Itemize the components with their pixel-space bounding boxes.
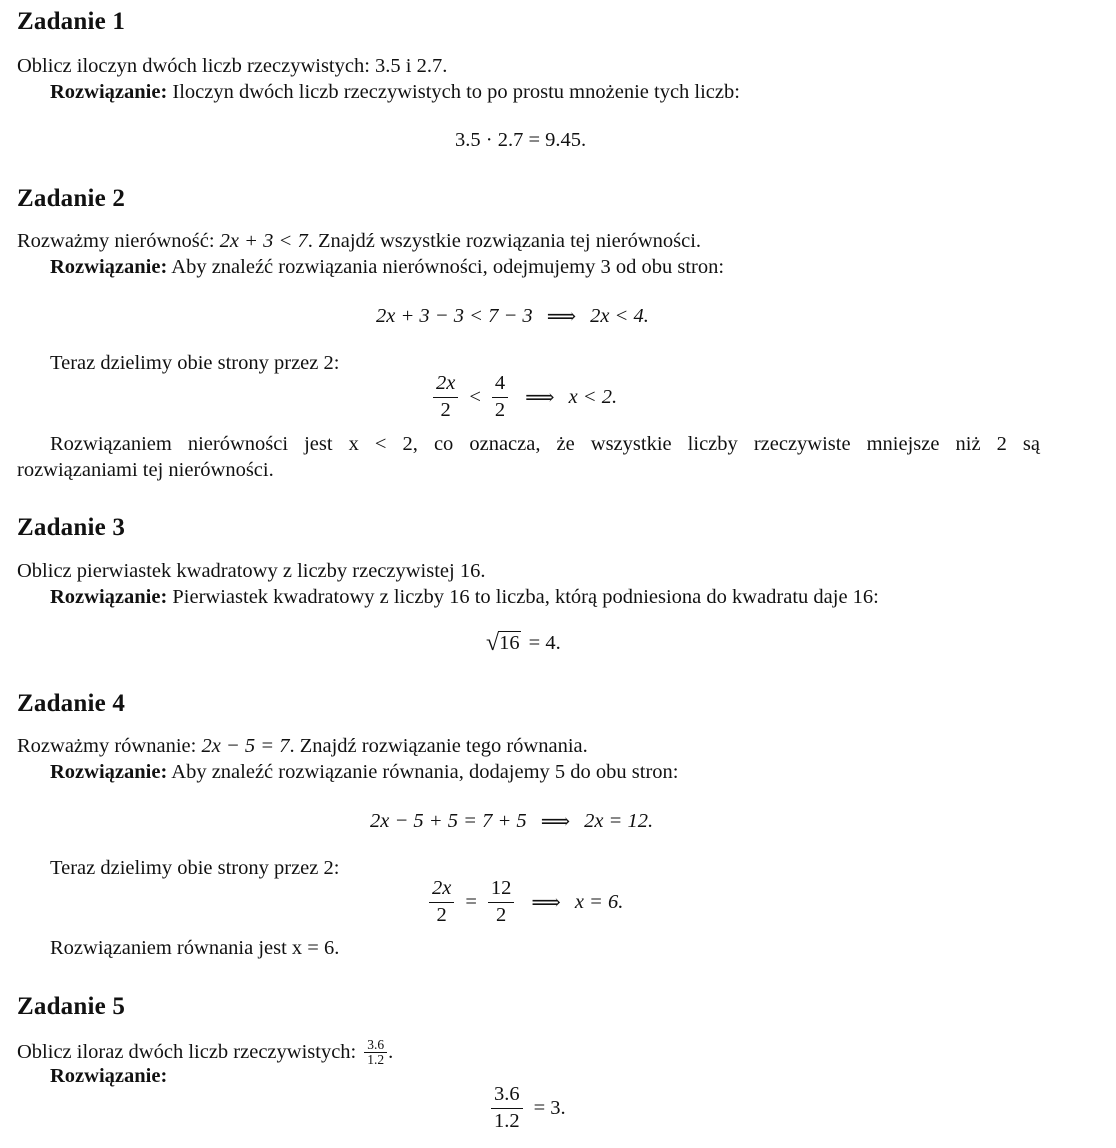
- implies-arrow-icon: ⟹: [525, 386, 555, 409]
- solution-text: Aby znaleźć rozwiązania nierówności, odejmujemy 3 od obu stron:: [171, 256, 725, 278]
- fraction-denominator: 2: [494, 398, 506, 421]
- problem-suffix: . Znajdź rozwiązanie tego równania.: [289, 735, 588, 757]
- equation-rhs: = 3.: [533, 1096, 566, 1119]
- radicand: 16: [499, 632, 520, 655]
- fraction-numerator: 2x: [429, 878, 454, 903]
- task-2-equation-2: [430, 373, 617, 421]
- task-1-heading: Zadanie 1: [17, 8, 126, 35]
- fraction: [429, 878, 454, 926]
- task-5-equation: [488, 1084, 566, 1132]
- equation-rhs: x = 6.: [574, 890, 624, 913]
- task-2-conclusion-line-1: Rozwiązaniem nierówności jest x < 2, co oznacza, że wszystkie liczby rzeczywiste mniejsze niż 2 są: [50, 433, 1040, 455]
- task-4-step-text: Teraz dzielimy obie strony przez 2:: [50, 857, 340, 879]
- task-2-heading: Zadanie 2: [17, 185, 126, 212]
- inline-fraction: [364, 1038, 387, 1067]
- task-4-problem: [17, 735, 588, 758]
- task-4-equation-1: [370, 809, 653, 834]
- task-2-conclusion-line-2: rozwiązaniami tej nierówności.: [17, 459, 274, 481]
- task-5-solution: [50, 1065, 167, 1088]
- solution-label: Rozwiązanie:: [50, 1065, 168, 1087]
- task-3-problem: Oblicz pierwiastek kwadratowy z liczby rzeczywistej 16.: [17, 560, 486, 582]
- task-2-step-text: Teraz dzielimy obie strony przez 2:: [50, 352, 340, 374]
- equation-text: 3.5 · 2.7 = 9.45.: [455, 129, 587, 151]
- equation-lhs: 2x + 3 − 3 < 7 − 3: [376, 305, 533, 327]
- task-2-solution: [50, 256, 724, 279]
- task-3-solution: [50, 586, 879, 609]
- fraction-denominator: 1.2: [494, 1109, 520, 1132]
- fraction-numerator: 3.6: [491, 1084, 523, 1109]
- fraction-denominator: 2: [496, 903, 507, 926]
- relation-symbol: <: [469, 385, 481, 408]
- task-1-equation: [455, 129, 586, 152]
- equation-rhs: x < 2.: [568, 385, 618, 408]
- task-2-equation-1: [376, 304, 649, 329]
- problem-suffix: .: [388, 1041, 394, 1064]
- implies-arrow-icon: ⟹: [531, 891, 561, 914]
- problem-prefix: Oblicz iloraz dwóch liczb rzeczywistych:: [17, 1041, 357, 1064]
- radical-icon: √: [486, 630, 500, 656]
- problem-math: 2x − 5 = 7: [201, 735, 290, 757]
- task-4-heading: Zadanie 4: [17, 690, 126, 717]
- equation-rhs: 2x < 4.: [590, 305, 649, 327]
- equation-lhs: 2x − 5 + 5 = 7 + 5: [370, 810, 527, 832]
- fraction: [488, 878, 515, 926]
- task-1-solution: [50, 81, 740, 104]
- fraction-numerator: 4: [492, 373, 508, 398]
- problem-prefix: Rozważmy równanie:: [17, 735, 197, 757]
- problem-prefix: Rozważmy nierówność:: [17, 230, 215, 252]
- implies-arrow-icon: ⟹: [540, 811, 571, 833]
- square-root: [486, 631, 521, 655]
- solution-label: Rozwiązanie:: [50, 256, 168, 278]
- solution-text: Aby znaleźć rozwiązanie równania, dodajemy 5 do obu stron:: [171, 761, 679, 783]
- relation-symbol: =: [465, 890, 477, 913]
- equation-rhs: 2x = 12.: [584, 810, 654, 832]
- task-1-problem: Oblicz iloczyn dwóch liczb rzeczywistych: 3.5 i 2.7.: [17, 55, 448, 77]
- task-5-problem: [17, 1038, 393, 1067]
- fraction-numerator: 3.6: [364, 1038, 387, 1053]
- solution-label: Rozwiązanie:: [50, 81, 168, 103]
- fraction: [492, 373, 508, 421]
- solution-text: Pierwiastek kwadratowy z liczby 16 to liczba, którą podniesiona do kwadratu daje 16:: [172, 586, 879, 608]
- task-5-heading: Zadanie 5: [17, 993, 126, 1020]
- fraction: [433, 373, 458, 421]
- fraction-numerator: 2x: [433, 373, 458, 398]
- fraction-numerator: 12: [488, 878, 515, 903]
- fraction-denominator: 2: [436, 903, 447, 926]
- task-4-solution: [50, 761, 678, 784]
- task-4-conclusion: Rozwiązaniem równania jest x = 6.: [50, 937, 340, 959]
- fraction-denominator: 1.2: [367, 1052, 385, 1068]
- solution-text: Iloczyn dwóch liczb rzeczywistych to po prostu mnożenie tych liczb:: [172, 81, 740, 103]
- task-2-problem: [17, 230, 701, 253]
- fraction-denominator: 2: [440, 398, 451, 421]
- solution-label: Rozwiązanie:: [50, 761, 168, 783]
- fraction: [491, 1084, 523, 1132]
- solution-label: Rozwiązanie:: [50, 586, 168, 608]
- problem-suffix: . Znajdź wszystkie rozwiązania tej nierówności.: [307, 230, 702, 252]
- equation-rhs: = 4.: [528, 631, 561, 654]
- implies-arrow-icon: ⟹: [546, 306, 577, 328]
- task-3-equation: [486, 631, 561, 655]
- task-4-equation-2: [426, 878, 623, 926]
- task-3-heading: Zadanie 3: [17, 514, 126, 541]
- problem-math: 2x + 3 < 7: [219, 230, 308, 252]
